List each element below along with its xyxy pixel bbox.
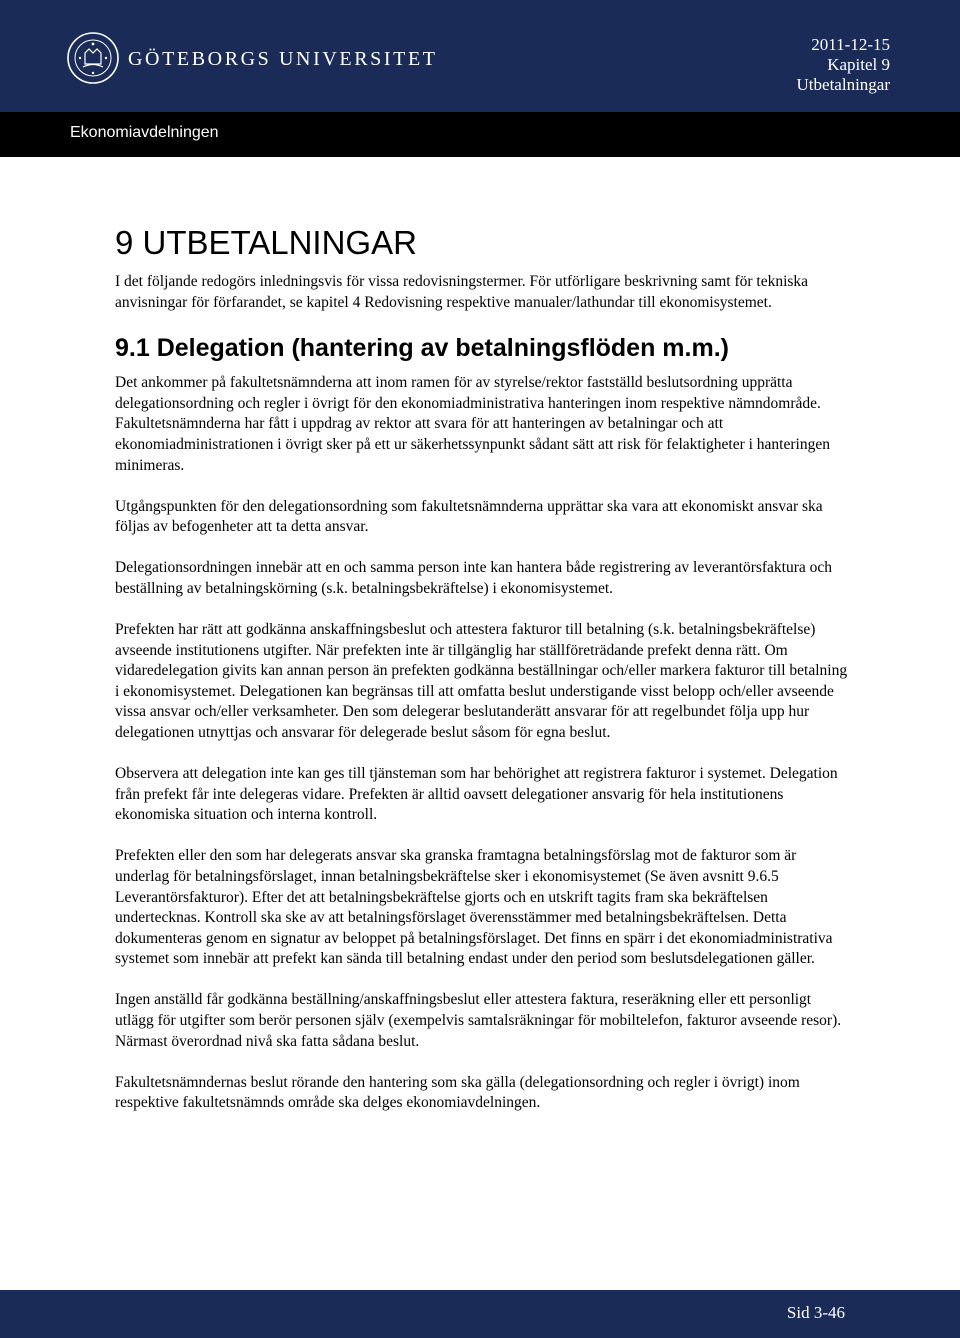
document-body <box>115 222 850 1134</box>
chapter-title: 9 UTBETALNINGAR <box>115 224 417 261</box>
body-paragraph: Prefekten har rätt att godkänna anskaffningsbeslut och attestera fakturor till betalning (s.k. betalningsbekräftelse) avseende institutionens utgifter. När prefekten inte är tillgänglig har ställföreträdande prefekt denna rätt. Om vidaredelegation givits kan annan person än prefekten godkänna beställningar och/eller markera fakturor till betalning i ekonomisystemet. Delegationen kan begränsas till att omfatta beslut understigande visst belopp och/eller avseende vissa ansvar och/eller verksamheter. Den som delegerar beslutanderätt ansvarar för att regelbundet följa upp hur delegationen utnyttjas och ansvarar för delegerade beslut såsom för egna beslut. <box>115 621 848 741</box>
header-chapter: Kapitel 9 <box>827 55 890 74</box>
body-paragraph: Delegationsordningen innebär att en och samma person inte kan hantera både registrering av leverantörsfaktura och beställning av betalningskörning (s.k. betalningsbekräftelse) i ekonomisystemet. <box>115 559 833 597</box>
department-name: Ekonomiavdelningen <box>70 124 219 141</box>
header-topic: Utbetalningar <box>796 75 890 94</box>
body-paragraph: Utgångspunkten för den delegationsordning som fakultetsnämnderna upprättar ska vara att ekonomiskt ansvar ska följas av befogenheter att ta detta ansvar. <box>115 497 823 536</box>
section-title: 9.1 Delegation (hantering av betalningsflöden m.m.) <box>115 334 729 363</box>
university-name: GÖTEBORGS UNIVERSITET <box>128 48 438 70</box>
body-paragraph: Prefekten eller den som har delegerats ansvar ska granska framtagna betalningsförslag mot de fakturor som är underlag för betalningsförslaget, innan betalningsbekräftelse sker i ekonomisystemet (Se även avsnitt 9.6.5 Leverantörsfakturor). Efter det att betalningsbekräftelse gjorts och en utskrift tagits fram ska bekräftelsen undertecknas. Kontroll ska ske av att betalningsförslaget överensstämmer med betalningsbekräftelsen. Detta dokumenteras genom en signatur av beloppet på betalningsförslaget. Det finns en spärr i det ekonomiadministrativa systemet som innebär att prefekt kan sända till betalning endast under den period som beslutsdelegationen gäller. <box>115 847 833 968</box>
header-meta <box>797 35 890 95</box>
body-paragraph: Fakultetsnämndernas beslut rörande den hantering som ska gälla (delegationsordning och regler i övrigt) inom respektive fakultetsnämnds område ska delges ekonomiavdelningen. <box>115 1073 800 1112</box>
page-number: Sid 3-46 <box>786 1303 845 1322</box>
document-date: 2011-12-15 <box>811 35 890 54</box>
body-paragraph: Det ankommer på fakultetsnämnderna att inom ramen för av styrelse/rektor fastställd beslutsordning upprätta delegationsordning och regler i övrigt för den ekonomiadministrativa hanteringen inom respektive nämndområde. Fakultetsnämnderna har fått i uppdrag av rektor att svara för att hanteringen av betalningar och att ekonomiadministrationen i övrigt sker på ett ur säkerhetssynpunkt sådant sätt att risk för felaktigheter i hanteringen minimeras. <box>115 374 830 474</box>
university-seal-logo <box>66 31 120 85</box>
body-paragraph: Ingen anställd får godkänna beställning/anskaffningsbeslut eller attestera faktura, reseräkning eller ett personligt utlägg för utgifter som berör personen själv (exempelvis samtalsräkningar för mobiltelefon, fakturor avseende resor). Närmast överordnad nivå ska fatta sådana beslut. <box>115 991 842 1050</box>
intro-paragraph: I det följande redogörs inledningsvis för vissa redovisningstermer. För utförligare beskrivning samt för tekniska anvisningar för förfarandet, se kapitel 4 Redovisning respektive manualer/lathundar till ekonomisystemet. <box>115 273 809 311</box>
body-paragraph: Observera att delegation inte kan ges till tjänsteman som har behörighet att registrera fakturor i systemet. Delegation från prefekt får inte delegeras vidare. Prefekten är alltid oavsett delegationer ansvarig för hela institutionens ekonomiska situation och interna kontroll. <box>115 765 838 824</box>
